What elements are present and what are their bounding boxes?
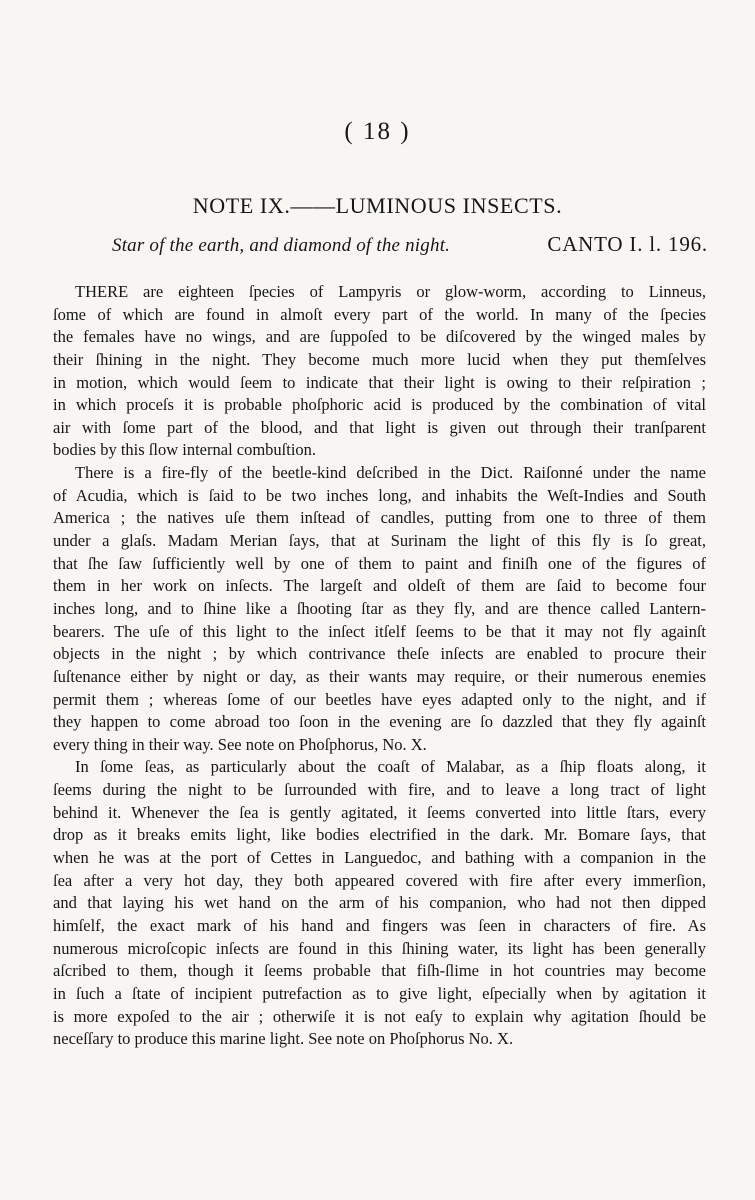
text-line: ſuſtenance either by night or day, as their wants may require, or their numerous enemies: [53, 666, 706, 686]
text-line: them in her work on inſects. The largeſt and oldeſt of them are ſaid to become four: [53, 576, 706, 596]
paragraph-1: [53, 281, 706, 462]
epigraph-quote: Star of the earth, and diamond of the night.: [112, 235, 451, 256]
text-line: America ; the natives uſe them inſtead of candles, putting from one to three of them: [53, 508, 706, 528]
text-line: permit them ; whereas ſome of our beetles have eyes adapted only to the night, and if: [53, 689, 706, 709]
paragraph-2: [53, 462, 706, 756]
text-line: air with ſome part of the blood, and that light is given out through their tranſparent: [53, 417, 706, 437]
text-line: behind it. Whenever the ſea is gently agitated, it ſeems converted into little ſtars, every: [53, 802, 706, 822]
text-line: that ſhe ſaw ſufficiently well by one of them to paint and finiſh one of the figures of: [53, 553, 706, 573]
text-line: they happen to come abroad too ſoon in the evening are ſo dazzled that they fly againſt: [53, 712, 706, 732]
note-body: [53, 281, 706, 1051]
text-line: the females have no wings, and are ſuppoſed to be diſcovered by the winged males by: [53, 327, 706, 347]
text-line: under a glaſs. Madam Merian ſays, that at Surinam the light of this fly is ſo great,: [53, 531, 706, 551]
text-line: when he was at the port of Cettes in Languedoc, and bathing with a companion in the: [53, 848, 706, 868]
text-line: in motion, which would ſeem to indicate that their light is owing to their reſpiration ;: [53, 372, 706, 392]
text-line: in which proceſs it is probable phoſphoric acid is produced by the combination of vital: [53, 395, 706, 415]
text-line: drop as it breaks emits light, like bodies electrified in the dark. Mr. Bomare ſays, that: [53, 825, 706, 845]
text-line: There is a fire-fly of the beetle-kind deſcribed in the Dict. Raiſonné under the name: [75, 463, 706, 483]
page-number: ( 18 ): [344, 118, 411, 145]
text-line: aſcribed to them, though it ſeems probable that fiſh-ſlime in hot countries may become: [53, 961, 706, 981]
text-line: their ſhining in the night. They become much more lucid when they put themſelves: [53, 349, 706, 369]
text-line: and that laying his wet hand on the arm of his companion, who had not then dipped: [53, 893, 706, 913]
text-line: bodies by this ſlow internal combuſtion.: [53, 440, 317, 460]
text-line: numerous microſcopic inſects are found in this ſhining water, its light has been generally: [53, 938, 706, 958]
canto-reference: CANTO I. l. 196.: [547, 232, 708, 256]
text-line: ſea after a very hot day, they both appeared covered with fire after every immerſion,: [53, 870, 706, 890]
text-line: in ſuch a ſtate of incipient putrefaction as to give light, eſpecially when by agitation it: [53, 983, 706, 1003]
text-line: is more expoſed to the air ; otherwiſe it is not eaſy to explain why agitation ſhould be: [53, 1006, 706, 1026]
paragraph-3: [53, 756, 706, 1050]
text-line: ſome of which are found in almoſt every part of the world. In many of the ſpecies: [53, 304, 706, 324]
text-line: of Acudia, which is ſaid to be two inches long, and inhabits the Weſt-Indies and South: [53, 485, 706, 505]
note-title: NOTE IX.——LUMINOUS INSECTS.: [192, 193, 563, 218]
text-line: every thing in their way. See note on Phoſphorus, No. X.: [53, 734, 427, 754]
text-line: neceſſary to produce this marine light. See note on Phoſphorus No. X.: [53, 1029, 514, 1049]
text-line: inches long, and to ſhine like a ſhooting ſtar as they fly, and are thence called Lantern-: [53, 598, 706, 618]
text-line: objects in the night ; by which contrivance theſe inſects are enabled to procure their: [53, 644, 706, 664]
epigraph: [112, 232, 708, 257]
text-line: THERE are eighteen ſpecies of Lampyris or glow-worm, according to Linneus,: [75, 282, 706, 301]
text-line: In ſome ſeas, as particularly about the coaſt of Malabar, as a ſhip floats along, it: [75, 757, 706, 777]
text-line: himſelf, the exact mark of his hand and fingers was ſeen in characters of fire. As: [53, 915, 706, 935]
text-line: bearers. The uſe of this light to the inſect itſelf ſeems to be that it may not fly againſt: [53, 621, 706, 641]
text-line: ſeems during the night to be ſurrounded with fire, and to leave a long tract of light: [53, 780, 706, 800]
